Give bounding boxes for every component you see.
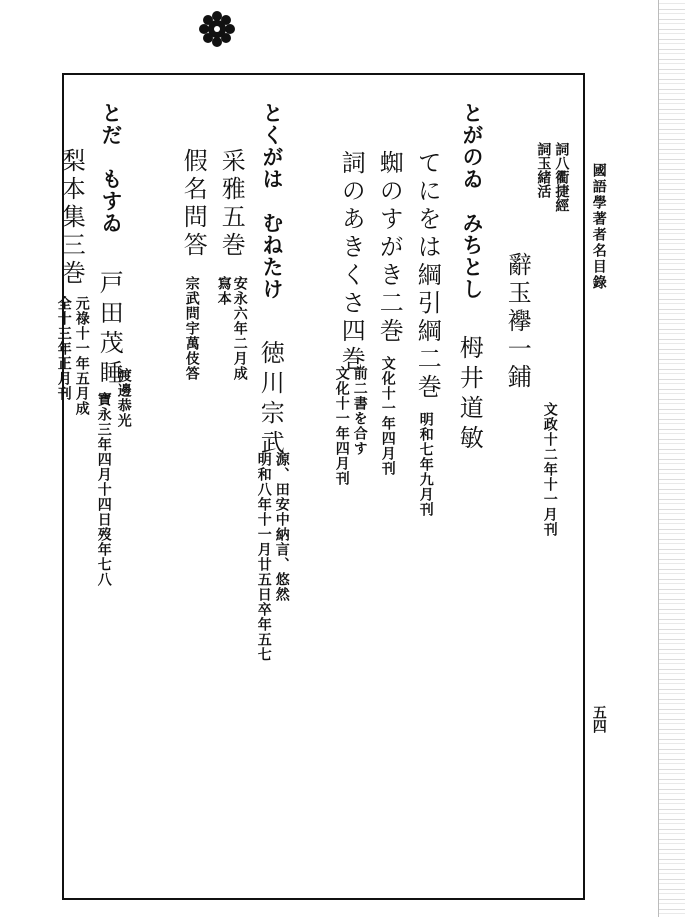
entry3-heading: とくがは むねたけ	[260, 102, 286, 300]
entry2-heading: とがのゐ みちとし	[460, 102, 486, 300]
chrysanthemum-emblem	[198, 10, 236, 48]
entry4-author-note1: 渡邊恭光	[115, 368, 132, 428]
page-frame	[62, 73, 585, 900]
page-number: 五四	[590, 705, 607, 733]
entry2-author: 栂井道敏	[455, 335, 484, 455]
entry1-title: 辭玉襷一鋪	[503, 252, 532, 392]
entry2-work3-note1: 前二書を合す	[351, 366, 368, 456]
entry4-heading: とだ もすゐ	[99, 102, 125, 234]
entry1-line-a1: 詞八衢捷經	[553, 142, 570, 212]
entry2-work1-note: 明和七年九月刊	[417, 412, 434, 517]
entry1-date: 文政十二年十一月刊	[541, 402, 558, 537]
entry3-author-note1: 源、田安中納言、悠然	[273, 452, 290, 602]
entry3-work2-title: 假名問答	[179, 148, 208, 260]
entry3-work1-title: 采雅五巻	[217, 148, 246, 260]
entry1-line-a2: 詞玉緒活	[535, 142, 552, 198]
entry2-work3-title: 詞のあきくさ四巻	[337, 150, 366, 374]
entry3-author: 徳川宗武	[256, 340, 285, 460]
entry2-work3-note2: 文化十一年四月刊	[333, 366, 350, 486]
entry4-author: 戸田茂睡	[95, 270, 124, 390]
entry3-author-note2: 明和八年十一月廿五日卒年五七	[255, 452, 272, 662]
entry4-work1-note2: 全十三年正月刊	[55, 296, 72, 401]
entry4-work1-title: 梨本集三巻	[57, 148, 86, 288]
entry4-author-note2: 寶永三年四月十四日歿年七八	[95, 392, 112, 587]
page-edge	[658, 0, 685, 917]
running-head: 國語學著者名目錄	[590, 163, 607, 291]
entry3-work2-note: 宗武問宇萬伎答	[183, 276, 200, 381]
entry2-work2-note: 文化十一年四月刊	[379, 356, 396, 476]
entry2-work1-title: てにをは綱引綱二巻	[413, 150, 442, 402]
entry4-work1-note1: 元祿十一年五月成	[73, 296, 90, 416]
entry3-work1-note-b: 寫本	[215, 276, 232, 306]
entry3-work1-note-a: 安永六年二月成	[231, 276, 248, 381]
entry2-work2-title: 蜘のすがき二巻	[375, 150, 404, 346]
